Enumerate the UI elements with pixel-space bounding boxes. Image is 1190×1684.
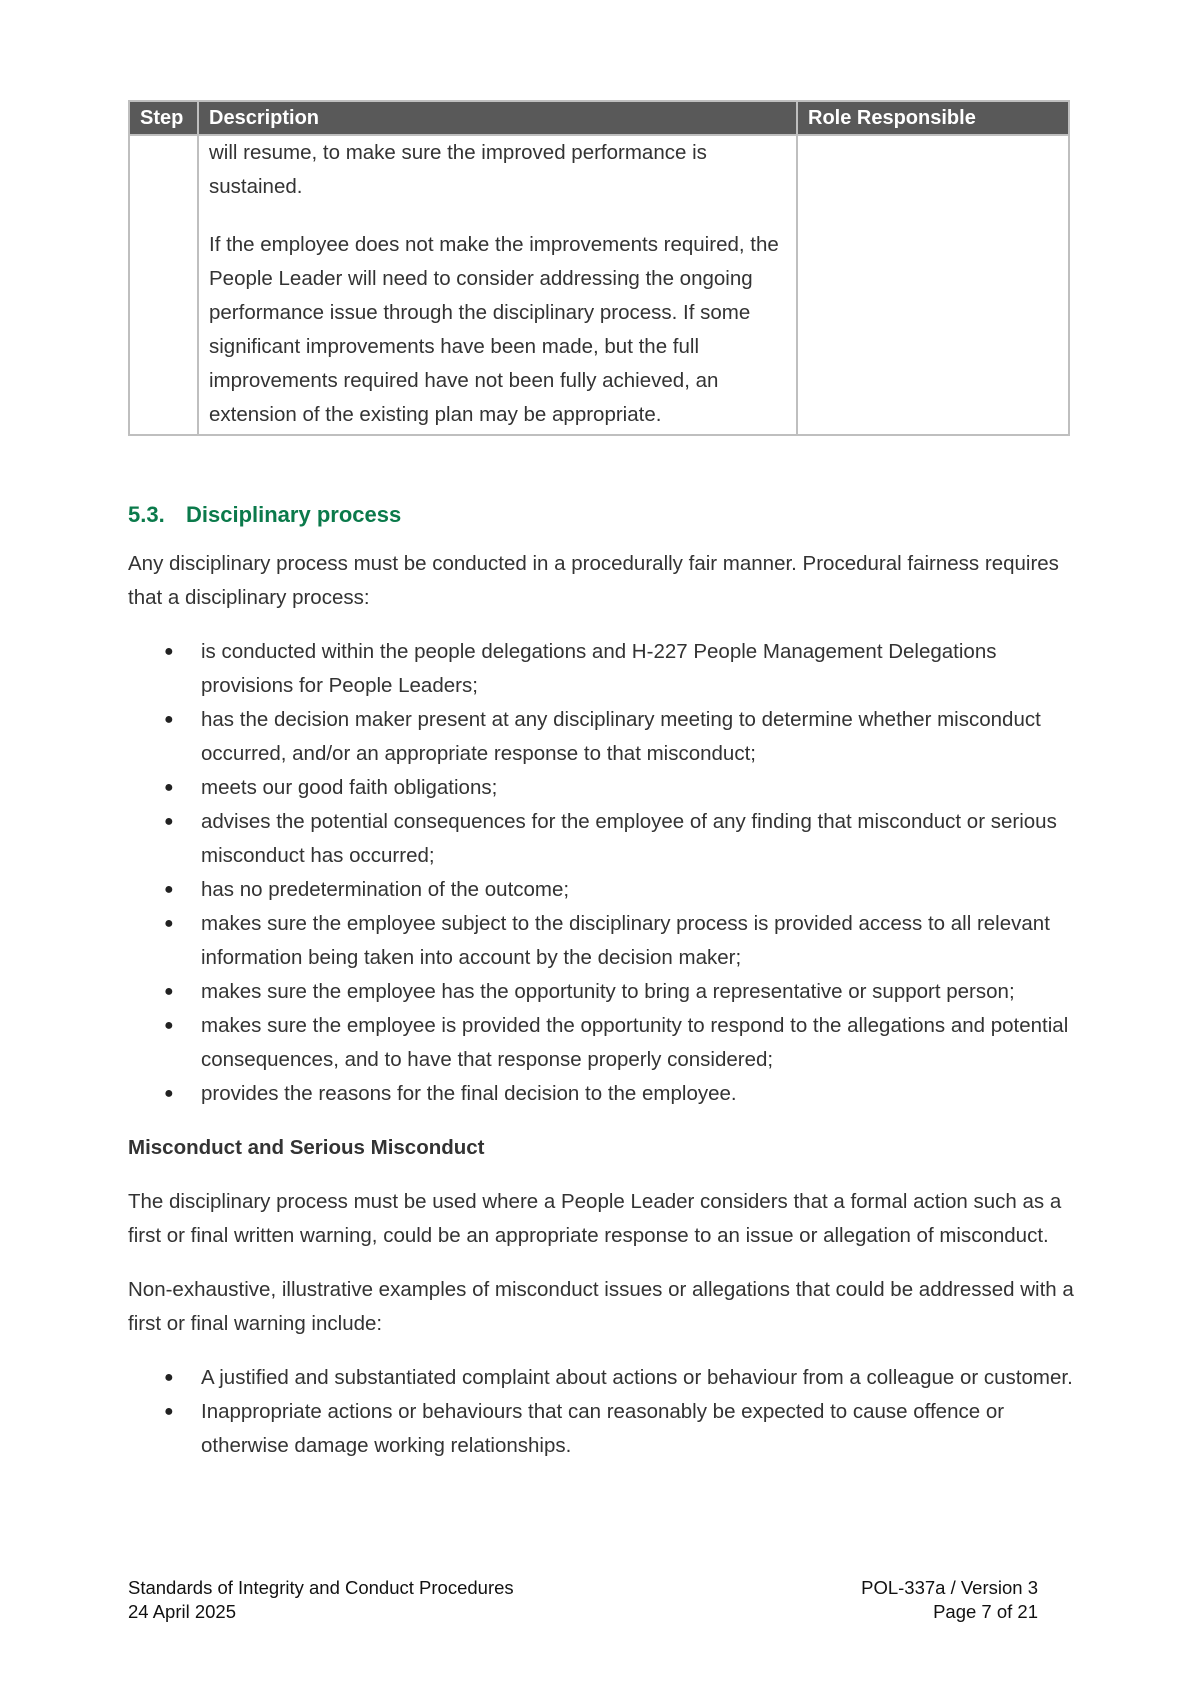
table-row (129, 135, 1069, 435)
bullet-icon: ● (164, 1085, 174, 1102)
column-header-description: Description (198, 101, 797, 135)
page-footer (128, 1576, 1038, 1624)
bullet-icon: ● (164, 983, 174, 1000)
bullet-icon: ● (164, 1369, 174, 1386)
misconduct-examples-list (128, 1361, 1083, 1463)
role-cell (797, 135, 1069, 435)
intro-paragraph: Any disciplinary process must be conducted in a procedurally fair manner. Procedural fairness requires that a disciplinary process: (128, 552, 1059, 609)
list-item: ● has no predetermination of the outcome; (128, 873, 1083, 907)
table-header-row (129, 101, 1069, 135)
list-item: ● A justified and substantiated complaint about actions or behaviour from a colleague or customer. (128, 1361, 1083, 1395)
column-header-step: Step (129, 101, 198, 135)
footer-date: 24 April 2025 (128, 1601, 237, 1622)
bullet-icon: ● (164, 881, 174, 898)
footer-document-reference: POL-337a / Version 3 (861, 1577, 1038, 1598)
list-item: ● is conducted within the people delegations and H-227 People Management Delegations provisions for People Leaders; (128, 635, 1083, 703)
fairness-requirements-list (128, 635, 1083, 1111)
description-cell (198, 135, 797, 435)
list-item: ● makes sure the employee has the opportunity to bring a representative or support person; (128, 975, 1083, 1009)
bullet-icon: ● (164, 915, 174, 932)
description-paragraph: If the employee does not make the improvements required, the People Leader will need to consider addressing the ongoing performance issue through the disciplinary process. If some significant improvements have been made, but the full improvements required have not been fully achieved, an extension of the existing plan may be appropriate. (209, 233, 779, 426)
list-item: ● Inappropriate actions or behaviours that can reasonably be expected to cause offence or otherwise damage working relationships. (128, 1395, 1083, 1463)
bullet-icon: ● (164, 1017, 174, 1034)
list-item: ● meets our good faith obligations; (128, 771, 1083, 805)
column-header-role: Role Responsible (797, 101, 1069, 135)
list-item: ● advises the potential consequences for the employee of any finding that misconduct or serious misconduct has occurred; (128, 805, 1083, 873)
footer-document-title: Standards of Integrity and Conduct Procedures (128, 1577, 514, 1598)
section-heading (128, 499, 401, 531)
footer-page-number: Page 7 of 21 (933, 1601, 1038, 1622)
examples-intro-paragraph: Non-exhaustive, illustrative examples of misconduct issues or allegations that could be addressed with a first or final warning include: (128, 1278, 1074, 1335)
description-paragraph: will resume, to make sure the improved performance is sustained. (209, 141, 707, 198)
bullet-icon: ● (164, 643, 174, 660)
list-item: ● provides the reasons for the final decision to the employee. (128, 1077, 1083, 1111)
bullet-icon: ● (164, 711, 174, 728)
subheading-misconduct: Misconduct and Serious Misconduct (128, 1136, 485, 1159)
misconduct-paragraph: The disciplinary process must be used where a People Leader considers that a formal action such as a first or final written warning, could be an appropriate response to an issue or allegation of misconduct. (128, 1190, 1062, 1247)
step-cell (129, 135, 198, 435)
list-item: ● has the decision maker present at any disciplinary meeting to determine whether misconduct occurred, and/or an appropriate response to that misconduct; (128, 703, 1083, 771)
list-item: ● makes sure the employee is provided the opportunity to respond to the allegations and potential consequences, and to have that response properly considered; (128, 1009, 1083, 1077)
bullet-icon: ● (164, 779, 174, 796)
section-number: 5.3. (128, 502, 165, 527)
procedure-steps-table (128, 100, 1070, 436)
bullet-icon: ● (164, 1403, 174, 1420)
list-item: ● makes sure the employee subject to the disciplinary process is provided access to all relevant information being taken into account by the decision maker; (128, 907, 1083, 975)
bullet-icon: ● (164, 813, 174, 830)
section-body (128, 547, 1083, 1463)
section-title: Disciplinary process (186, 502, 402, 527)
